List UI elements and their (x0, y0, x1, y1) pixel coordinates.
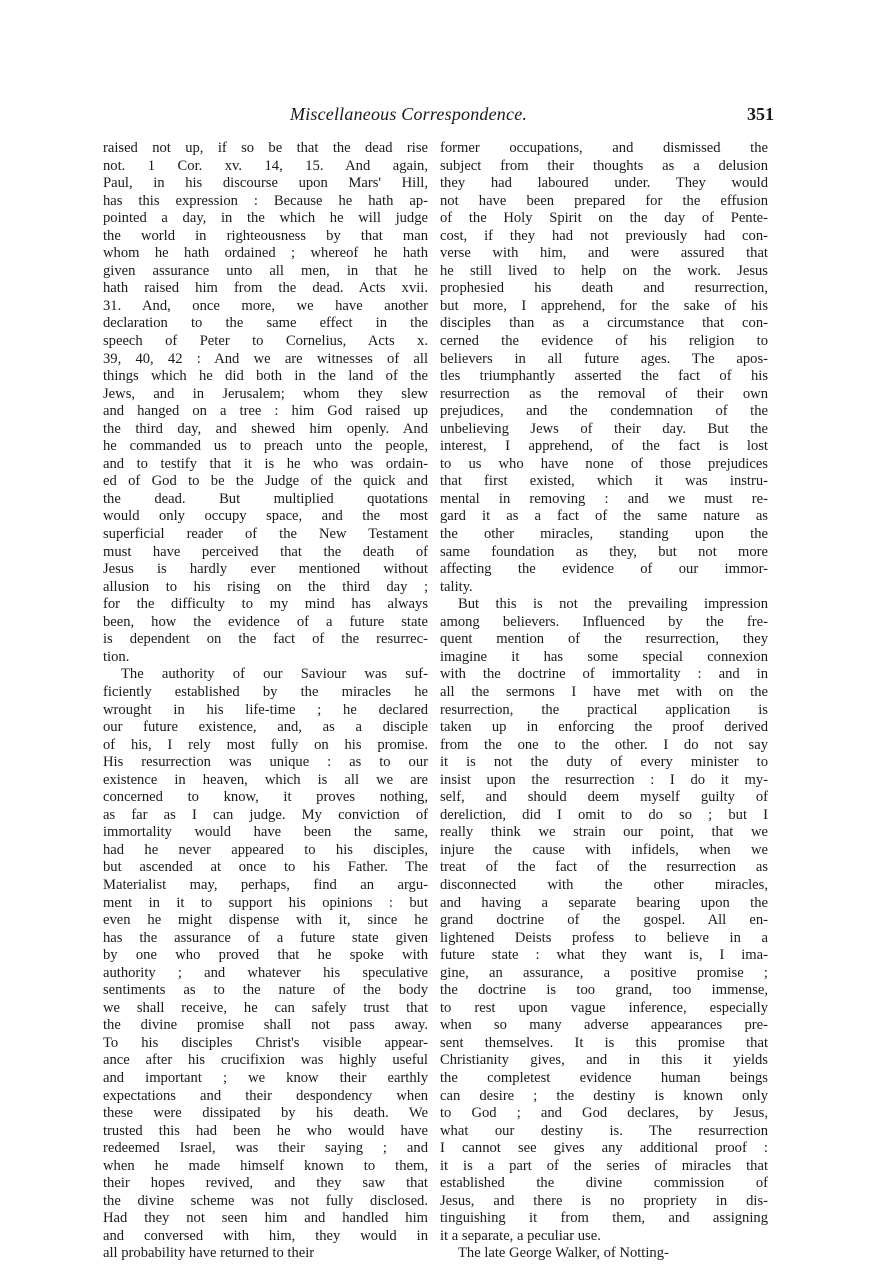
text-line: believers in all future ages. The apos- (440, 350, 768, 367)
left-column (103, 140, 428, 1263)
text-line: that first existed, which it was instru- (440, 473, 768, 490)
text-line: self, and should deem myself guilty of (440, 789, 768, 806)
text-line: is dependent on the fact of the resurrec- (103, 631, 428, 648)
text-line: the world in righteousness by that man (103, 227, 428, 244)
text-line: ed of God to be the Judge of the quick and (103, 473, 428, 490)
text-line: really think we strain our point, that we (440, 824, 768, 841)
text-line: unbelieving Jews of their day. But the (440, 420, 768, 437)
text-line: must have perceived that the death of (103, 543, 428, 560)
text-line: His resurrection was unique : as to our (103, 754, 428, 771)
text-line: when so many adverse appearances pre- (440, 1017, 768, 1034)
text-line: gine, an assurance, a positive promise ; (440, 964, 768, 981)
text-line: same foundation as they, but not more (440, 543, 768, 560)
text-line: tinguishing it from them, and assigning (440, 1210, 768, 1227)
text-line: prophesied his death and resurrection, (440, 280, 768, 297)
text-line: tles triumphantly asserted the fact of his (440, 368, 768, 385)
text-line: Jesus is hardly ever mentioned without (103, 561, 428, 578)
text-line: redeemed Israel, was their saying ; and (103, 1140, 428, 1157)
text-line: Jesus, and there is no propriety in dis- (440, 1192, 768, 1209)
text-line: and conversed with him, they would in (103, 1227, 428, 1244)
text-line: affecting the evidence of our immor- (440, 561, 768, 578)
text-line: cerned the evidence of his religion to (440, 333, 768, 350)
text-line: wrought in his life-time ; he declared (103, 701, 428, 718)
text-line: expectations and their despondency when (103, 1087, 428, 1104)
text-line: raised not up, if so be that the dead rise (103, 140, 428, 156)
text-line: things which he did both in the land of the (103, 368, 428, 385)
text-line: lightened Deists profess to believe in a (440, 929, 768, 946)
text-line: taken up in enforcing the proof derived (440, 719, 768, 736)
text-line: our future existence, and, as a disciple (103, 719, 428, 736)
text-line: of his, I rely most fully on his promise. (103, 736, 428, 753)
text-line: But this is not the prevailing impression (458, 596, 768, 613)
text-line: ficiently established by the miracles he (103, 683, 428, 700)
text-line: The authority of our Saviour was suf- (121, 666, 428, 683)
text-line: disconnected with the other miracles, (440, 876, 768, 893)
text-line: established the divine commission of (440, 1175, 768, 1192)
text-line: he commanded us to preach unto the people, (103, 438, 428, 455)
text-line: authority ; and whatever his speculative (103, 964, 428, 981)
text-line: we shall receive, he can safely trust that (103, 999, 428, 1016)
right-column (440, 140, 768, 1263)
text-line: allusion to his rising on the third day ; (103, 578, 428, 595)
text-line: I cannot see gives any additional proof : (440, 1140, 768, 1157)
text-line: Christianity gives, and in this it yields (440, 1052, 768, 1069)
text-line: but ascended at once to his Father. The (103, 859, 428, 876)
text-line: for the difficulty to my mind has always (103, 596, 428, 613)
text-line: disciples than as a circumstance that con- (440, 315, 768, 332)
text-line: by one who proved that he spoke with (103, 947, 428, 964)
text-line: but more, I apprehend, for the sake of his (440, 297, 768, 314)
text-line: speech of Peter to Cornelius, Acts x. (103, 333, 428, 350)
text-line: tality. (440, 578, 473, 595)
text-line: and to testify that it is he who was ordain- (103, 455, 428, 472)
text-line: former occupations, and dismissed the (440, 140, 768, 156)
text-line: the divine promise shall not pass away. (103, 1017, 428, 1034)
text-line: the doctrine is too grand, too immense, (440, 982, 768, 999)
text-line: ment in it to support his opinions : but (103, 894, 428, 911)
text-line: given assurance unto all men, in that he (103, 262, 428, 279)
text-line: to us who have none of those prejudices (440, 455, 768, 472)
text-line: sentiments as to the nature of the body (103, 982, 428, 999)
text-line: hath raised him from the dead. Acts xvii. (103, 280, 428, 297)
text-line: not. 1 Cor. xv. 14, 15. And again, (103, 157, 428, 174)
text-line: would only occupy space, and the most (103, 508, 428, 525)
text-line: mental in removing : and we must re- (440, 490, 768, 507)
text-line: they had laboured under. They would (440, 175, 768, 192)
text-line: all probability have returned to their (103, 1245, 315, 1262)
text-line: Materialist may, perhaps, find an argu- (103, 876, 428, 893)
text-line: Paul, in his discourse upon Mars' Hill, (103, 175, 428, 192)
page-number: 351 (747, 104, 774, 124)
text-line: all the sermons I have met with on the (440, 683, 768, 700)
text-line: quent mention of the resurrection, they (440, 631, 768, 648)
text-line: Had they not seen him and handled him (103, 1210, 428, 1227)
text-line: gard it as a fact of the same nature as (440, 508, 768, 525)
text-line: the completest evidence human beings (440, 1069, 768, 1086)
text-line: existence in heaven, which is all we are (103, 771, 428, 788)
text-line: 31. And, once more, we have another (103, 297, 428, 314)
running-head (270, 104, 774, 128)
text-line: dereliction, did I omit to do so ; but I (440, 806, 768, 823)
text-line: injure the cause with infidels, when we (440, 841, 768, 858)
text-line: 39, 40, 42 : And we are witnesses of all (103, 350, 428, 367)
text-line: trusted this had been he who would have (103, 1122, 428, 1139)
text-line: been, how the evidence of a future state (103, 613, 428, 630)
text-line: pointed a day, in the which he will judge (103, 210, 428, 227)
text-line: with the doctrine of immortality : and in (440, 666, 768, 683)
text-line: and important ; we know their earthly (103, 1069, 428, 1086)
text-line: The late George Walker, of Notting- (458, 1245, 669, 1262)
text-line: superficial reader of the New Testament (103, 526, 428, 543)
text-line: to God ; and God declares, by Jesus, (440, 1105, 768, 1122)
text-line: had he never appeared to his disciples, (103, 841, 428, 858)
text-line: future state : what they want is, I ima- (440, 947, 768, 964)
text-line: it is a part of the series of miracles that (440, 1157, 768, 1174)
text-line: prejudices, and the condemnation of the (440, 403, 768, 420)
text-line: and hanged on a tree : him God raised up (103, 403, 428, 420)
text-line: their hopes revived, and they saw that (103, 1175, 428, 1192)
text-line: whom he hath ordained ; whereof he hath (103, 245, 428, 262)
text-line: grand doctrine of the gospel. All en- (440, 912, 768, 929)
text-line: has this expression : Because he hath ap- (103, 192, 428, 209)
text-line: can desire ; the destiny is known only (440, 1087, 768, 1104)
text-line: concerned to know, it proves nothing, (103, 789, 428, 806)
text-line: the dead. But multiplied quotations (103, 490, 428, 507)
text-line: interest, I apprehend, of the fact is lost (440, 438, 768, 455)
text-line: the divine scheme was not fully disclosed. (103, 1192, 428, 1209)
text-line: declaration to the same effect in the (103, 315, 428, 332)
text-line: not have been prepared for the effusion (440, 192, 768, 209)
text-line: resurrection as the removal of their own (440, 385, 768, 402)
text-line: the other miracles, standing upon the (440, 526, 768, 543)
text-line: treat of the fact of the resurrection as (440, 859, 768, 876)
text-line: and having a separate bearing upon the (440, 894, 768, 911)
text-line: these were dissipated by his death. We (103, 1105, 428, 1122)
text-line: To his disciples Christ's visible appear- (103, 1034, 428, 1051)
text-line: it a separate, a peculiar use. (440, 1227, 601, 1244)
text-line: the third day, and shewed him openly. And (103, 420, 428, 437)
text-line: Jews, and in Jerusalem; whom they slew (103, 385, 428, 402)
text-line: cost, if they had not previously had con- (440, 227, 768, 244)
text-line: when he made himself known to them, (103, 1157, 428, 1174)
text-line: has the assurance of a future state given (103, 929, 428, 946)
text-line: even he might dispense with it, since he (103, 912, 428, 929)
text-line: tion. (103, 648, 130, 665)
page-title: Miscellaneous Correspondence. (290, 104, 528, 124)
text-line: to rest upon vague inference, especially (440, 999, 768, 1016)
text-line: what our destiny is. The resurrection (440, 1122, 768, 1139)
text-line: ance after his crucifixion was highly useful (103, 1052, 428, 1069)
text-line: among believers. Influenced by the fre- (440, 613, 768, 630)
text-line: it is not the duty of every minister to (440, 754, 768, 771)
text-line: subject from their thoughts as a delusion (440, 157, 768, 174)
text-line: imagine it has some special connexion (440, 648, 768, 665)
text-line: verse with him, and were assured that (440, 245, 768, 262)
text-line: sent themselves. It is this promise that (440, 1034, 768, 1051)
text-line: of the Holy Spirit on the day of Pente- (440, 210, 768, 227)
text-line: immortality would have been the same, (103, 824, 428, 841)
text-line: insist upon the resurrection : I do it my- (440, 771, 768, 788)
text-line: he still lived to help on the work. Jesus (440, 262, 768, 279)
text-line: as far as I can judge. My conviction of (103, 806, 428, 823)
text-line: resurrection, the practical application is (440, 701, 768, 718)
text-line: from the one to the other. I do not say (440, 736, 768, 753)
